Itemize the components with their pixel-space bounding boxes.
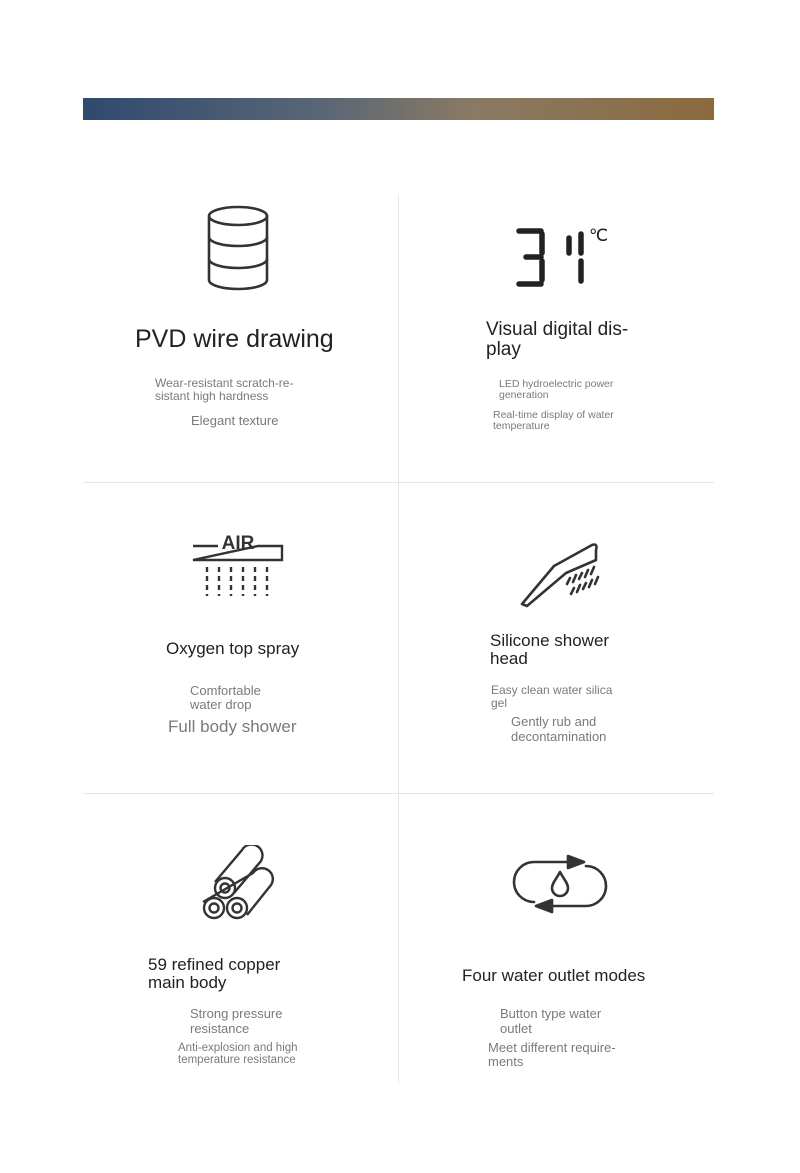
feature-detail: Anti-explosion and high temperature resistance [178,1042,298,1067]
divider-vertical [398,483,399,793]
air-shower-icon [190,530,286,600]
feature-title: Silicone shower head [490,631,610,668]
header-banner [83,98,714,120]
feature-detail: Button type water outlet [500,1006,602,1036]
feature-title: Four water outlet modes [462,966,646,985]
feature-detail: Easy clean water silica gel [491,683,613,710]
feature-title: PVD wire drawing [135,325,334,353]
feature-title: 59 refined copper main body [148,955,281,992]
air-label: AIR [221,533,255,554]
shower-head-icon [512,540,608,608]
digital-display-icon [515,226,595,288]
divider-vertical [398,793,399,1083]
divider-horizontal [83,482,714,483]
feature-detail: Full body shower [168,717,297,736]
copper-pipes-icon [198,845,280,925]
temperature-unit: ℃ [589,226,609,245]
feature-detail: Comfortable water drop [190,683,261,712]
feature-detail: Gently rub and decontamination [511,714,607,744]
feature-title: Visual digital dis- play [486,319,629,360]
feature-detail: Strong pressure resistance [190,1006,283,1036]
divider-vertical [398,195,399,483]
cylinder-icon [206,204,270,292]
feature-detail: LED hydroelectric power generation [499,378,614,402]
divider-horizontal [83,793,714,794]
feature-detail: Elegant texture [191,413,279,428]
feature-detail: Meet different require- ments [488,1040,616,1069]
feature-title: Oxygen top spray [166,639,300,658]
feature-detail: Wear-resistant scratch-re- sistant high hardness [155,376,294,403]
feature-detail: Real-time display of water temperature [493,409,614,433]
water-cycle-icon [512,852,608,916]
